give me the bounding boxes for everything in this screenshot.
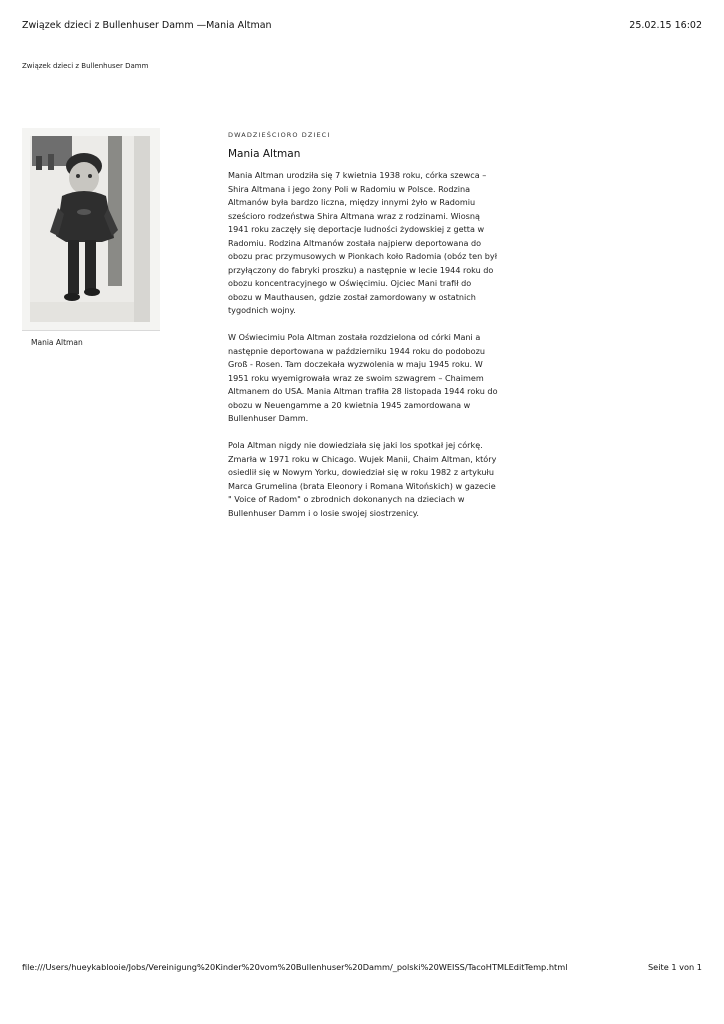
portrait-photo [22, 128, 160, 331]
article-paragraph-3: Pola Altman nigdy nie dowiedziała się jaki los spotkał jej córkę. Zmarła w 1971 roku w Chicago. Wujek Manii, Chaim Altman, który osiedlił się w Nowym Yorku, dowiedział się w roku 1982 z artykułu Marca Grumelina (brata Eleonory i Romana Witońskich) w gazecie " Voice of Radom" o zbrodnich dokonanych na dzieciach w Bullenhuser Damm i o losie swojej siostrzenicy. [228, 440, 497, 518]
article-paragraph-2: W Oświecimiu Pola Altman została rozdzielona od córki Mani a następnie deportowana w październiku 1944 roku do podobozu Groß - Rosen. Tam doczekała wyzwolenia w maju 1945 roku. W 1951 roku wyemigrowała wraz ze swoim szwagrem – Chaimem Altmanem do USA. Mania Altman trafiła 28 listopada 1944 roku do obozu w Neuengamme a 20 kwietnia 1945 zamordowana w Bullenhuser Damm. [228, 332, 498, 423]
print-header-title: Związek dzieci z Bullenhuser Damm —Mania Altman [22, 20, 272, 31]
article-category-link[interactable]: DWADZIEŚCIORO DZIECI [228, 131, 331, 139]
article-title: Mania Altman [228, 148, 301, 160]
article [228, 131, 498, 534]
portrait-photo-image [22, 128, 160, 330]
print-footer-url: file:///Users/hueykablooie/Jobs/Vereinigung%20Kinder%20vom%20Bullenhuser%20Damm/_polski%20WEISS/TacoHTMLEditTemp.html [22, 962, 568, 972]
print-header-datetime: 25.02.15 16:02 [629, 20, 702, 31]
site-title-link[interactable]: Związek dzieci z Bullenhuser Damm [22, 62, 149, 70]
photo-caption: Mania Altman [31, 338, 83, 347]
article-paragraph-1: Mania Altman urodziła się 7 kwietnia 1938 roku, córka szewca – Shira Altmana i jego żony Poli w Radomiu w Polsce. Rodzina Altmanów była bardzo liczna, między innymi żyło w Radomiu sześcioro rodzeństwa Shira Altmana wraz z rodzinami. Wiosną 1941 roku zaczęły się deportacje ludności żydowskiej z getta w Radomiu. Rodzina Altmanów została najpierw deportowana do obozu prac przymusowych w Pionkach koło Radomia (obóz ten był przyłączony do fabryki proszku) a następnie w lecie 1944 roku do obozu koncentracyjnego w Oświęcimiu. Ojciec Mani trafił do obozu w Mauthausen, gdzie został zamordowany w ostatnich tygodnich wojny. [228, 170, 498, 315]
print-footer-page-number: Seite 1 von 1 [647, 962, 702, 972]
